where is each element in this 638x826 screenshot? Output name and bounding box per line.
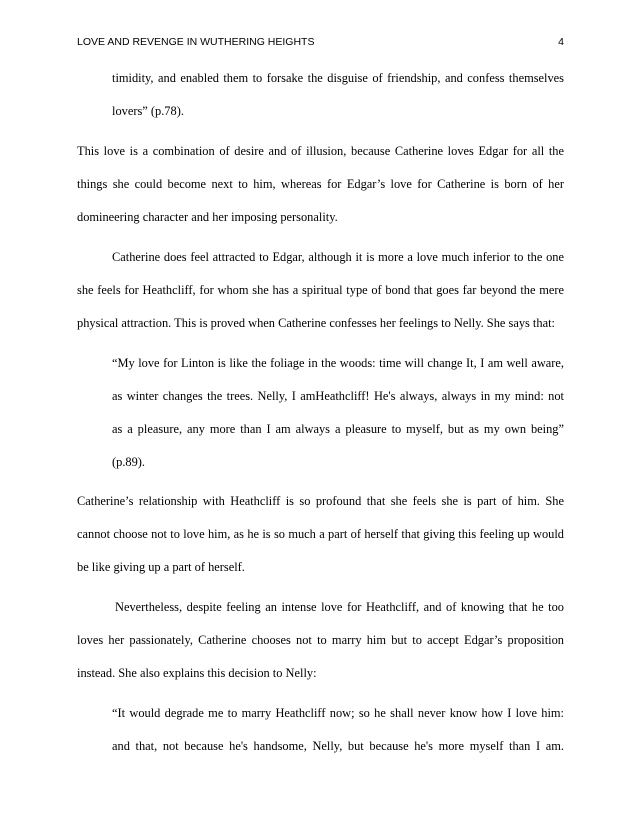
paragraph-line: loves her passionately, Catherine chooses not to marry him but to accept Edgar’s proposition [77, 633, 564, 647]
paragraph-line: cannot choose not to love him, as he is so much a part of herself that giving this feeling up would [77, 527, 564, 541]
paragraph-line: instead. She also explains this decision to Nelly: [77, 666, 317, 680]
quote-line: lovers” (p.78). [112, 104, 184, 118]
paragraph-line: This love is a combination of desire and of illusion, because Catherine loves Edgar for all the [77, 144, 564, 158]
page-number: 4 [558, 36, 564, 48]
quote-line: “My love for Linton is like the foliage in the woods: time will change It, I am well aware, [112, 356, 564, 370]
paragraph-line: be like giving up a part of herself. [77, 560, 245, 574]
paragraph-line: she feels for Heathcliff, for whom she has a spiritual type of bond that goes far beyond the mere [77, 283, 564, 297]
quote-line: as a pleasure, any more than I am always a pleasure to myself, but as my own being” [112, 422, 564, 436]
paragraph-line: physical attraction. This is proved when Catherine confesses her feelings to Nelly. She says that: [77, 316, 555, 330]
paragraph-line: things she could become next to him, whereas for Edgar’s love for Catherine is born of her [77, 177, 564, 191]
quote-line: “It would degrade me to marry Heathcliff now; so he shall never know how I love him: [112, 706, 564, 720]
paragraph-line: Catherine’s relationship with Heathcliff is so profound that she feels she is part of him. She [77, 494, 564, 508]
paragraph-line: Catherine does feel attracted to Edgar, although it is more a love much inferior to the one [112, 250, 564, 264]
quote-line: and that, not because he's handsome, Nelly, but because he's more myself than I am. [112, 739, 564, 753]
running-head-title: LOVE AND REVENGE IN WUTHERING HEIGHTS [77, 36, 315, 48]
paragraph-line: Nevertheless, despite feeling an intense love for Heathcliff, and of knowing that he too [115, 600, 564, 614]
paragraph-line: domineering character and her imposing personality. [77, 210, 338, 224]
running-header [77, 34, 564, 50]
quote-line: (p.89). [112, 455, 146, 469]
quote-line: as winter changes the trees. Nelly, I amHeathcliff! He's always, always in my mind: not [112, 389, 564, 403]
quote-line: timidity, and enabled them to forsake the disguise of friendship, and confess themselves [112, 71, 564, 85]
